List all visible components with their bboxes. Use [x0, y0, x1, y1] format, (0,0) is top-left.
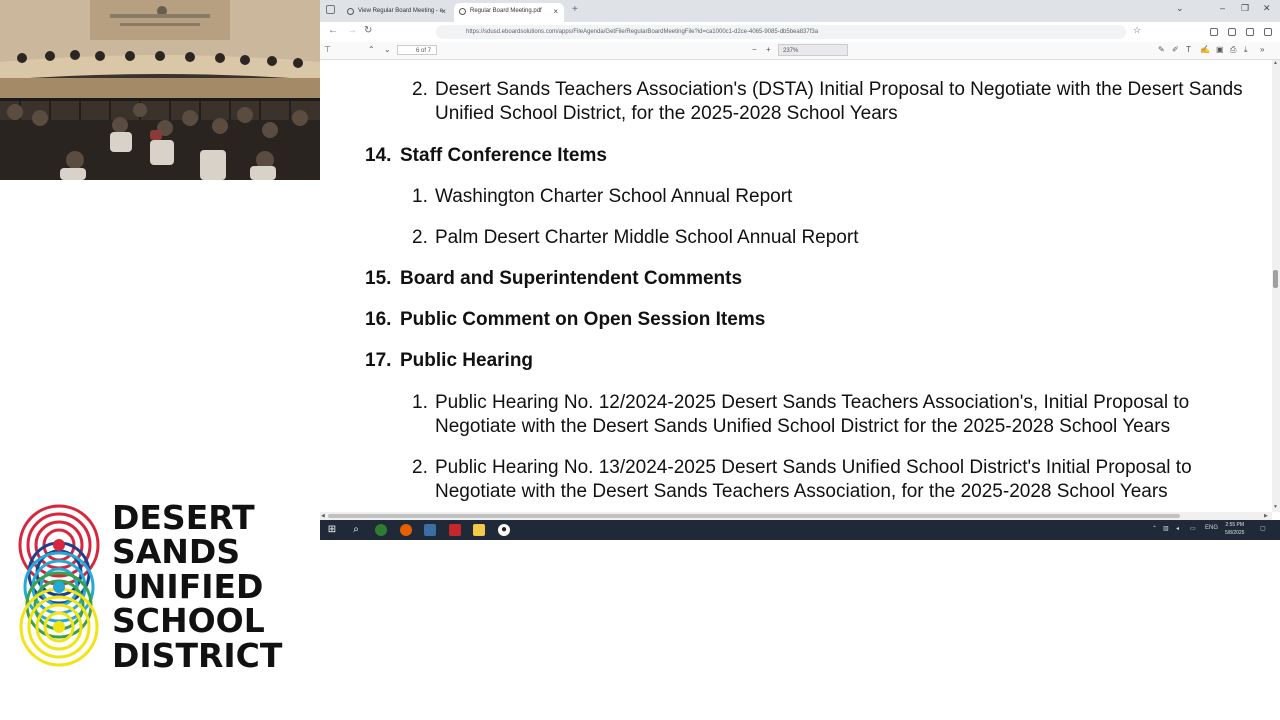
- new-tab-icon[interactable]: +: [572, 4, 578, 15]
- address-bar: [320, 22, 1280, 43]
- extension-icon[interactable]: [1210, 28, 1218, 36]
- next-page-icon[interactable]: ⌄: [384, 45, 391, 54]
- signature-icon[interactable]: ✍: [1200, 45, 1210, 54]
- sidebar-toggle-icon[interactable]: ⊤: [324, 45, 331, 54]
- item-text: Public Hearing No. 13/2024-2025 Desert Sands Unified School District's Initial Proposal to: [435, 457, 1192, 478]
- close-window-icon[interactable]: ✕: [1263, 3, 1271, 13]
- section-number: 17.: [365, 350, 392, 371]
- forward-icon[interactable]: →: [347, 25, 357, 36]
- tab-list-chevron-icon[interactable]: ⌄: [1176, 3, 1184, 13]
- zoom-out-icon[interactable]: −: [752, 45, 757, 54]
- logo-text-line: UNIFIED: [112, 567, 264, 606]
- page-favicon-icon: [347, 8, 354, 15]
- horizontal-scrollbar[interactable]: [320, 512, 1272, 520]
- meeting-room-image: [0, 0, 320, 180]
- section-number: 15.: [365, 268, 392, 289]
- logo-text-line: SANDS: [112, 532, 241, 571]
- draw-icon[interactable]: ✐: [1172, 45, 1179, 54]
- item-text: Desert Sands Teachers Association's (DSTA) Initial Proposal to Negotiate with the Desert Sands: [435, 79, 1243, 100]
- pdf-toolbar: [320, 42, 1280, 60]
- tab-label: Regular Board Meeting.pdf: [470, 8, 542, 14]
- scroll-left-icon[interactable]: ◀: [321, 513, 325, 519]
- logo-text-line: DISTRICT: [112, 636, 283, 675]
- scroll-down-icon[interactable]: ▼: [1273, 504, 1278, 510]
- item-number: 1.: [412, 392, 428, 413]
- tab-search-icon[interactable]: [326, 5, 335, 14]
- logo-text-line: SCHOOL: [112, 601, 265, 640]
- highlight-icon[interactable]: ✎: [1158, 45, 1165, 54]
- close-tab-icon[interactable]: ×: [441, 7, 446, 16]
- horizontal-scroll-thumb[interactable]: [328, 514, 1180, 518]
- image-icon[interactable]: ▣: [1216, 45, 1224, 54]
- item-text-continued: Negotiate with the Desert Sands Unified School District for the 2025-2028 School Years: [435, 416, 1171, 437]
- app-icon[interactable]: [424, 524, 436, 536]
- menu-dots-icon[interactable]: [1264, 28, 1272, 36]
- item-text: Washington Charter School Annual Report: [435, 186, 793, 207]
- volume-icon[interactable]: ◂: [1176, 526, 1180, 532]
- search-icon[interactable]: ⌕: [353, 524, 359, 535]
- text-icon[interactable]: T: [1186, 45, 1191, 54]
- reload-icon[interactable]: ↻: [364, 25, 373, 36]
- section-number: 14.: [365, 145, 392, 166]
- save-icon[interactable]: ⤓: [1244, 45, 1248, 54]
- pdf-page: [320, 60, 1272, 512]
- back-icon[interactable]: ←: [328, 25, 338, 36]
- clock-date: 5/8/2025: [1225, 530, 1245, 536]
- browser-window: [320, 0, 1280, 520]
- firefox-icon[interactable]: [400, 524, 412, 536]
- notifications-icon[interactable]: ▢: [1260, 526, 1266, 532]
- section-title: Public Hearing: [400, 350, 534, 371]
- item-text-continued: Unified School District, for the 2025-2028 School Years: [435, 103, 898, 124]
- clock-time: 2:55 PM: [1225, 522, 1245, 528]
- more-tools-icon[interactable]: »: [1260, 45, 1265, 54]
- minimize-icon[interactable]: –: [1220, 3, 1226, 13]
- chrome-icon[interactable]: [375, 524, 387, 536]
- tab-board-meeting-page[interactable]: [342, 3, 452, 22]
- meeting-camera-feed: [0, 0, 320, 180]
- item-number: 2.: [412, 457, 428, 478]
- scroll-right-icon[interactable]: ▶: [1264, 513, 1268, 519]
- item-text-continued: Negotiate with the Desert Sands Teachers Association, for the 2025-2028 School Years: [435, 481, 1168, 502]
- item-text: Palm Desert Charter Middle School Annual Report: [435, 227, 859, 248]
- vertical-scrollbar[interactable]: [1272, 60, 1280, 512]
- vertical-scroll-thumb[interactable]: [1273, 270, 1278, 288]
- url-field[interactable]: https://sdusd.eboardsolutions.com/apps/FileAgenda/GetFile/RegularBoardMeetingFile?id=ca1000c1-d2ce-4065-9085-db5bea837f3a: [436, 25, 1126, 39]
- tray-overflow-icon[interactable]: ⌃: [1152, 526, 1158, 532]
- download-icon[interactable]: [1246, 28, 1254, 36]
- section-title: Staff Conference Items: [400, 145, 607, 166]
- pdf-favicon-icon: [459, 8, 466, 15]
- item-number: 2.: [412, 227, 428, 248]
- close-tab-icon[interactable]: ×: [553, 7, 558, 16]
- section-title: Board and Superintendent Comments: [400, 268, 743, 289]
- keyboard-icon[interactable]: ▭: [1190, 526, 1196, 532]
- logo-text-line: DESERT: [112, 498, 255, 537]
- page-number-input[interactable]: 6 of 7: [397, 45, 437, 55]
- media-app-icon[interactable]: ●: [498, 524, 510, 536]
- item-number: 2.: [412, 79, 428, 100]
- previous-page-icon[interactable]: ⌃: [368, 45, 375, 54]
- system-clock[interactable]: [1225, 521, 1244, 537]
- section-title: Public Comment on Open Session Items: [400, 309, 766, 330]
- windows-start-icon[interactable]: ⊞: [327, 524, 337, 535]
- bookmark-star-icon[interactable]: ☆: [1133, 25, 1142, 35]
- windows-taskbar: [320, 520, 1280, 540]
- section-number: 16.: [365, 309, 392, 330]
- network-icon[interactable]: ▥: [1163, 526, 1169, 532]
- scroll-up-icon[interactable]: ▲: [1273, 60, 1278, 66]
- tab-label: View Regular Board Meeting - e: [358, 8, 443, 14]
- language-indicator[interactable]: ENG: [1205, 525, 1219, 531]
- print-icon[interactable]: ⎙: [1230, 45, 1237, 54]
- item-number: 1.: [412, 186, 428, 207]
- extensions-puzzle-icon[interactable]: [1228, 28, 1236, 36]
- zoom-in-icon[interactable]: +: [766, 45, 771, 54]
- tab-board-meeting-pdf[interactable]: [454, 3, 564, 22]
- district-logo-icon: [16, 503, 104, 669]
- file-explorer-icon[interactable]: [473, 524, 485, 536]
- tab-bar: [320, 0, 1280, 22]
- pdf-reader-icon[interactable]: [449, 524, 461, 536]
- item-text: Public Hearing No. 12/2024-2025 Desert Sands Teachers Association's, Initial Proposal to: [435, 392, 1190, 413]
- restore-icon[interactable]: ❐: [1241, 3, 1250, 13]
- zoom-select[interactable]: 237%: [778, 44, 848, 56]
